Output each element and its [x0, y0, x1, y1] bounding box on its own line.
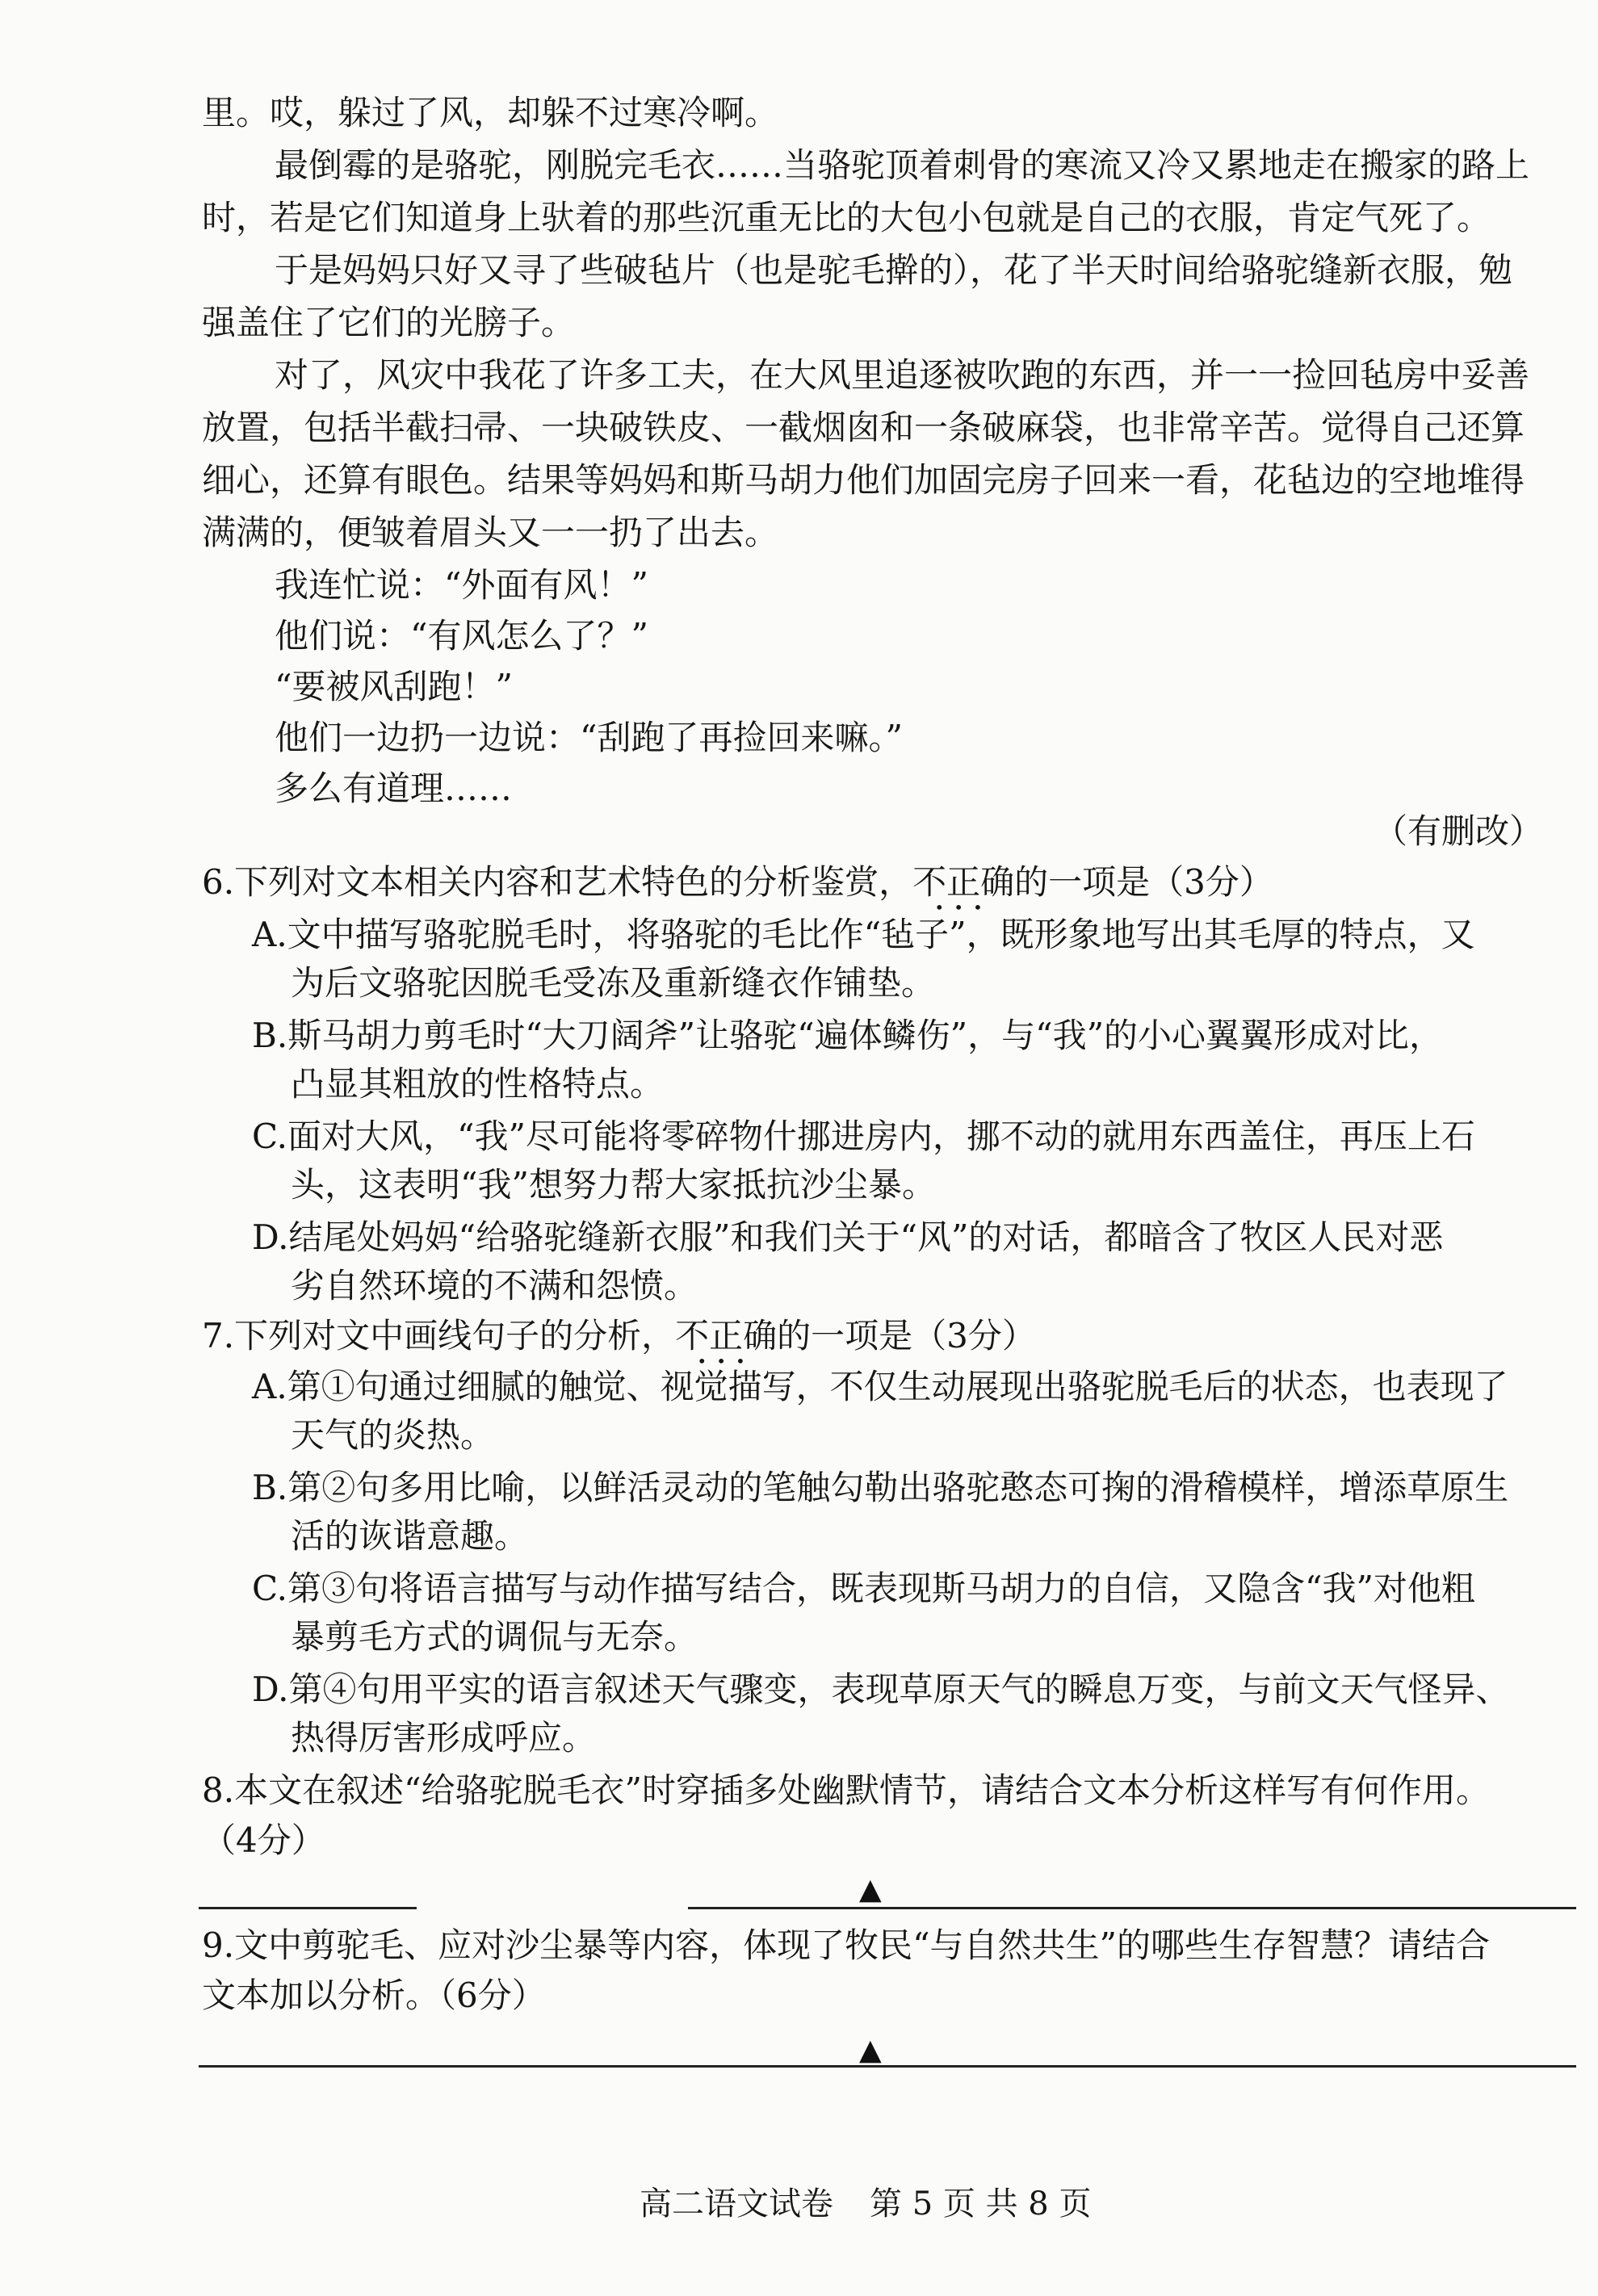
question-9-score: 文本加以分析。（6分）: [202, 1975, 546, 2015]
passage-line: 放置，包括半截扫帚、一块破铁皮、一截烟囱和一条破麻袋，也非常辛苦。觉得自己还算: [202, 408, 1525, 447]
answer-rule: [688, 1907, 1576, 1909]
dialogue-line: “要被风刮跑！”: [275, 667, 513, 706]
q7-option-b-cont: 活的诙谐意趣。: [291, 1516, 529, 1556]
q6-option-c[interactable]: C.面对大风，“我”尽可能将零碎物什挪进房内，挪不动的就用东西盖住，再压上石: [252, 1117, 1475, 1156]
passage-line: 时，若是它们知道身上驮着的那些沉重无比的大包小包就是自己的衣服，肯定气死了。: [202, 198, 1491, 237]
q7-option-a[interactable]: A.第①句通过细腻的触觉、视觉描写，不仅生动展现出骆驼脱毛后的状态，也表现了: [252, 1367, 1508, 1406]
q9-answer-area[interactable]: [0, 2018, 1598, 2083]
answer-rule: [199, 2065, 1576, 2068]
dialogue-line: 我连忙说：“外面有风！”: [275, 565, 648, 605]
question-8-score: （4分）: [202, 1820, 325, 1860]
q6-option-b[interactable]: B.斯马胡力剪毛时“大刀阔斧”让骆驼“遍体鳞伤”，与“我”的小心翼翼形成对比，: [252, 1016, 1444, 1055]
emphasis-not-correct: 不正确 •••: [675, 1316, 778, 1371]
passage-line: 对了，风灾中我花了许多工夫，在大风里追逐被吹跑的东西，并一一捡回毡房中妥善: [275, 355, 1530, 395]
emphasis-dots: •••: [934, 898, 992, 917]
answer-marker-icon: ▲: [859, 1873, 882, 1906]
q6-option-b-cont: 凸显其粗放的性格特点。: [291, 1064, 665, 1104]
q6-option-d[interactable]: D.结尾处妈妈“给骆驼缝新衣服”和我们关于“风”的对话，都暗含了牧区人民对恶: [252, 1217, 1444, 1257]
answer-marker-icon: ▲: [859, 2034, 882, 2067]
emphasis-not-correct: 不正确 •••: [912, 862, 1015, 917]
passage-line: 满满的，便皱着眉头又一一扔了出去。: [202, 513, 779, 552]
passage-line: 里。哎，躲过了风，却躲不过寒冷啊。: [202, 93, 779, 132]
q7-option-d-cont: 热得厉害形成呼应。: [291, 1718, 597, 1758]
q6-option-a-cont: 为后文骆驼因脱毛受冻及重新缝衣作铺垫。: [291, 963, 936, 1003]
passage-line: 细心，还算有眼色。结果等妈妈和斯马胡力他们加固完房子回来一看，花毡边的空地堆得: [202, 460, 1525, 500]
page-number: 第 5 页 共 8 页: [870, 2185, 1092, 2223]
q6-option-c-cont: 头，这表明“我”想努力帮大家抵抗沙尘暴。: [291, 1165, 936, 1205]
q7-option-b[interactable]: B.第②句多用比喻，以鲜活灵动的笔触勾勒出骆驼憨态可掬的滑稽模样，增添草原生: [252, 1468, 1509, 1507]
q6-option-a[interactable]: A.文中描写骆驼脱毛时，将骆驼的毛比作“毡子”，既形象地写出其毛厚的特点，又: [252, 915, 1475, 954]
q7-option-d[interactable]: D.第④句用平实的语言叙述天气骤变，表现草原天气的瞬息万变，与前文天气怪异、: [252, 1670, 1510, 1709]
dialogue-line: 他们一边扔一边说：“刮跑了再捡回来嘛。”: [275, 718, 903, 757]
question-8-stem: 8.本文在叙述“给骆驼脱毛衣”时穿插多处幽默情节，请结合文本分析这样写有何作用。: [202, 1770, 1491, 1810]
q8-answer-area[interactable]: [0, 1861, 1598, 1925]
q7-option-c-cont: 暴剪毛方式的调侃与无奈。: [291, 1617, 698, 1657]
emphasis-dots: •••: [697, 1351, 755, 1371]
passage-line: 于是妈妈只好又寻了些破毡片（也是驼毛擀的），花了半天时间给骆驼缝新衣服，勉: [275, 250, 1513, 290]
dialogue-line: 多么有道理……: [275, 769, 513, 808]
passage-line: 最倒霉的是骆驼，刚脱完毛衣……当骆驼顶着刺骨的寒流又冷又累地走在搬家的路上: [275, 145, 1530, 185]
answer-rule: [199, 1907, 417, 1909]
q7-option-c[interactable]: C.第③句将语言描写与动作描写结合，既表现斯马胡力的自信，又隐含“我”对他粗: [252, 1569, 1475, 1608]
question-6-stem: 6.下列对文本相关内容和艺术特色的分析鉴赏，不正确 ••• 的一项是（3分）: [0, 858, 1598, 907]
question-7-stem: 7.下列对文中画线句子的分析，不正确 ••• 的一项是（3分）: [0, 1312, 1598, 1360]
passage-line: 强盖住了它们的光膀子。: [202, 303, 576, 342]
q7-option-a-cont: 天气的炎热。: [291, 1415, 495, 1455]
question-9-stem: 9.文中剪驼毛、应对沙尘暴等内容，体现了牧民“与自然共生”的哪些生存智慧？请结合: [202, 1925, 1491, 1965]
q6-option-d-cont: 劣自然环境的不满和怨愤。: [291, 1266, 698, 1305]
page-footer: [0, 2180, 1598, 2228]
source-note: （有删改）: [1373, 811, 1543, 851]
exam-name: 高二语文试卷: [640, 2185, 833, 2223]
dialogue-line: 他们说：“有风怎么了？”: [275, 616, 648, 656]
